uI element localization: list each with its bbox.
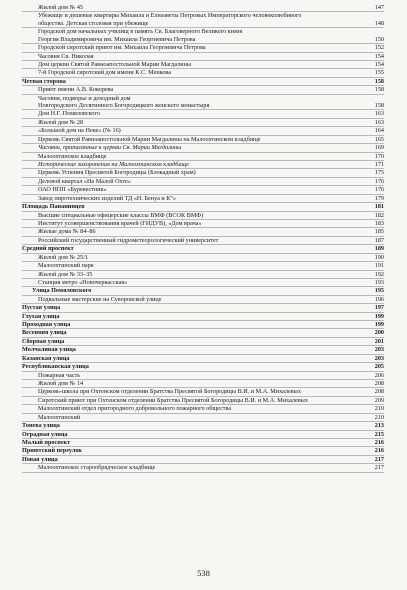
toc-entry-page: 210: [374, 405, 384, 413]
toc-entry-title: Убежище и дешевые квартиры Михаила и Елизаветы Петровых Императорского человеколюбивого: [38, 12, 302, 20]
toc-entry-title: Весенняя улица: [22, 329, 67, 337]
toc-entry-title: Сиротский приют при Охтенском отделении Братства Пресвятой Богородицы В.И. и М.А. Михалевых: [38, 396, 308, 404]
toc-entry-page: 203: [374, 346, 384, 354]
toc-entry-page: 203: [374, 354, 384, 362]
toc-entry-page: 189: [374, 245, 384, 253]
toc-entry-page: 152: [374, 44, 384, 52]
toc-entry-title: Малоохтинское кладбище: [38, 152, 107, 160]
toc-entry-title: Молчаливая улица: [22, 346, 76, 354]
toc-entry-title: Малоохтинский отдел пригородного добровольного пожарного общества: [38, 405, 232, 413]
table-of-contents: [22, 4, 384, 473]
toc-entry-title: Жилой дом № 45: [38, 4, 84, 11]
toc-entry: [22, 127, 384, 135]
toc-entry-page: 181: [374, 203, 384, 211]
toc-entry-page: 208: [374, 379, 384, 387]
toc-entry: [22, 338, 384, 346]
toc-entry-page: 190: [374, 253, 384, 261]
toc-entry: [22, 144, 384, 152]
toc-entry-title: Часовня, подворье и доходный дом: [38, 94, 131, 102]
toc-entry-title: Жилой дом № 33–35: [38, 270, 93, 278]
toc-entry-page: 148: [374, 19, 384, 27]
toc-entry-title: «Большой дом на Неве» (№ 16): [38, 127, 121, 135]
toc-entry-title: Институт усовершенствования врачей (ГИДУВ), «Дом врача»: [38, 219, 202, 227]
toc-entry-title: Станция метро «Новочеркасская»: [38, 278, 128, 286]
toc-entry-page: 199: [374, 321, 384, 329]
toc-entry: [22, 304, 384, 312]
toc-entry: [22, 447, 384, 455]
toc-entry: [22, 329, 384, 337]
toc-entry-title: Городской сиротский приют им. Михаила Георгиевича Петрова: [38, 44, 206, 52]
toc-entry: [22, 44, 384, 52]
toc-entry: [22, 220, 384, 228]
toc-entry-title: Часовни, приписанные к церкви Св. Марии Магдалины: [38, 144, 182, 152]
toc-entry: [22, 439, 384, 447]
toc-entry-title: Улица Помяловского: [32, 287, 92, 295]
toc-entry-page: 193: [374, 278, 384, 286]
toc-entry: [22, 464, 384, 472]
page-number: 538: [197, 568, 210, 578]
toc-entry: [22, 136, 384, 144]
toc-entry: [22, 228, 384, 236]
toc-entry-title: Малый проспект: [22, 438, 71, 446]
toc-entry: [22, 86, 384, 94]
toc-entry-page: 158: [374, 86, 384, 94]
toc-entry: [22, 321, 384, 329]
toc-entry-page: 158: [374, 77, 384, 85]
toc-entry-title: Жилые дома № 84–86: [38, 228, 96, 236]
toc-entry-page: 150: [374, 35, 384, 43]
toc-entry-title: Церковь Святой Равноапостольной Марии Магдалины на Малоохтинском кладбище: [38, 135, 261, 143]
toc-entry-page: 205: [374, 363, 384, 371]
toc-entry-title: Глухая улица: [22, 312, 60, 320]
toc-entry-page: 197: [374, 304, 384, 312]
toc-entry-title: Малоохтинское старообрядческое кладбище: [38, 464, 156, 472]
toc-entry: [22, 262, 384, 270]
toc-entry: [22, 153, 384, 161]
toc-entry-page: 199: [374, 312, 384, 320]
toc-entry: [22, 28, 384, 44]
toc-entry: [22, 245, 384, 253]
toc-entry-title-continuation: Георгия Владимировича им. Михаила Георгиевича Петрова: [38, 35, 196, 43]
toc-entry-title: Малоохтинский: [38, 413, 81, 421]
toc-entry-title: Жилой дом № 28: [38, 118, 84, 126]
toc-entry-page: 187: [374, 236, 384, 244]
toc-entry: [22, 279, 384, 287]
toc-entry: [22, 61, 384, 69]
toc-entry-page: 196: [374, 295, 384, 303]
toc-entry: [22, 203, 384, 211]
toc-entry-page: 210: [374, 413, 384, 421]
toc-entry-page: 217: [374, 464, 384, 472]
toc-entry-page: 170: [374, 152, 384, 160]
toc-entry-page: 179: [374, 194, 384, 202]
toc-entry: [22, 355, 384, 363]
toc-entry: [22, 212, 384, 220]
toc-entry-page: 195: [374, 287, 384, 295]
toc-entry-page: 158: [374, 102, 384, 110]
toc-entry-page: 215: [374, 430, 384, 438]
toc-entry-title: Пожарная часть: [38, 371, 81, 379]
toc-entry: [22, 119, 384, 127]
toc-entry: [22, 69, 384, 77]
toc-entry-page: 175: [374, 169, 384, 177]
toc-entry-page: 176: [374, 177, 384, 185]
toc-entry-title: Жилой дом № 25/1: [38, 253, 88, 261]
toc-entry: [22, 53, 384, 61]
toc-entry-title: Республиканская улица: [22, 363, 89, 371]
toc-entry-title-continuation: общества. Детская столовая при убежище: [38, 19, 149, 27]
toc-entry-page: 169: [374, 144, 384, 152]
toc-entry-page: 164: [374, 127, 384, 135]
toc-entry-page: 200: [374, 329, 384, 337]
toc-entry: [22, 254, 384, 262]
toc-entry: [22, 178, 384, 186]
toc-entry-page: 171: [374, 161, 384, 169]
toc-entry: [22, 405, 384, 413]
toc-entry-title: Часовня Св. Николая: [38, 52, 94, 60]
toc-entry-page: 209: [374, 396, 384, 404]
toc-entry: [22, 431, 384, 439]
toc-entry: [22, 380, 384, 388]
toc-entry-title: Деловой квартал «На Малой Охте»: [38, 177, 132, 185]
toc-entry-title: Церковь Успения Пресвятой Богородицы (Блокадный храм): [38, 169, 196, 177]
toc-entry: [22, 388, 384, 396]
toc-entry-title: Российский государственный гидрометеорологический университет: [38, 236, 219, 244]
toc-entry: [22, 161, 384, 169]
toc-entry-page: 213: [374, 422, 384, 430]
toc-entry-page: 191: [374, 262, 384, 270]
toc-entry-page: 216: [374, 447, 384, 455]
toc-entry-title: 7-й Городской сиротский дом имени К.С. Менкова: [38, 69, 172, 77]
toc-entry-title: Городской дом начальных училищ в память Св. Благоверного Великого князя: [38, 28, 243, 36]
toc-entry-title: Дом Н.Г. Помяловского: [38, 110, 100, 118]
toc-entry-title: Дом церкви Святой Равноапостольной Марии Магдалины: [38, 60, 192, 68]
toc-entry-page: 155: [374, 69, 384, 77]
toc-entry: [22, 414, 384, 422]
toc-entry: [22, 271, 384, 279]
toc-entry-page: 182: [374, 211, 384, 219]
toc-entry-page: 147: [374, 4, 384, 11]
toc-entry-title: Сборная улица: [22, 337, 65, 345]
toc-entry-title: Приютский переулок: [22, 447, 82, 455]
toc-entry-title: Четная сторона: [22, 77, 66, 85]
toc-entry-page: 154: [374, 52, 384, 60]
toc-entry-title: Малоохтинский парк: [38, 262, 94, 270]
toc-entry-title: Церковь-школа при Охтенском отделении Братства Пресвятой Богородицы В.И. и М.А. Михалевых: [38, 388, 301, 396]
toc-entry-title-continuation: Новгородского Десятинного Богородицкого женского монастыря: [38, 102, 210, 110]
toc-entry-page: 163: [374, 110, 384, 118]
toc-entry-page: 176: [374, 186, 384, 194]
toc-entry-title: Пустая улица: [22, 304, 61, 312]
toc-entry: [22, 110, 384, 118]
toc-entry: [22, 346, 384, 354]
toc-entry-title: Площадь Пананинцев: [22, 203, 85, 211]
toc-entry-title: Средний проспект: [22, 245, 74, 253]
toc-entry-page: 217: [374, 455, 384, 463]
toc-entry: [22, 95, 384, 111]
toc-entry-title: Оградная улица: [22, 430, 68, 438]
toc-entry-title: Казанская улица: [22, 354, 70, 362]
toc-entry-page: 183: [374, 219, 384, 227]
toc-entry: [22, 296, 384, 304]
toc-entry-title: Высшие специальные офицерские классы ВМФ (ВСОК ВМФ): [38, 211, 204, 219]
toc-entry-title: ОАО НПП «Буревестник»: [38, 186, 107, 194]
toc-entry: [22, 363, 384, 371]
toc-entry-page: 154: [374, 60, 384, 68]
toc-entry: [22, 397, 384, 405]
toc-entry-title: Тонева улица: [22, 422, 60, 430]
toc-entry-page: 192: [374, 270, 384, 278]
toc-entry-page: 165: [374, 135, 384, 143]
toc-entry: [22, 313, 384, 321]
toc-entry: [22, 372, 384, 380]
toc-entry: [22, 456, 384, 464]
toc-entry: [22, 78, 384, 86]
toc-entry-title: Проходная улица: [22, 321, 71, 329]
toc-entry-page: 201: [374, 337, 384, 345]
toc-entry-page: 185: [374, 228, 384, 236]
toc-entry-title: Приют имени А.В. Кокорева: [38, 86, 114, 94]
toc-entry: [22, 12, 384, 28]
toc-entry: [22, 422, 384, 430]
toc-entry: [22, 4, 384, 12]
toc-entry-title: Жилой дом № 14: [38, 379, 84, 387]
toc-entry-title: Подвальные мастерские на Суворовской улице: [38, 295, 162, 303]
toc-entry-page: 216: [374, 438, 384, 446]
toc-entry-page: 163: [374, 118, 384, 126]
toc-entry-page: 206: [374, 371, 384, 379]
toc-entry-title: Исторические захоронения на Малоохтинском кладбище: [38, 161, 190, 169]
toc-entry-title: Новая улица: [22, 455, 58, 463]
toc-entry: [22, 169, 384, 177]
toc-entry: [22, 237, 384, 245]
toc-entry: [22, 287, 384, 295]
toc-entry: [22, 195, 384, 203]
toc-entry-page: 208: [374, 388, 384, 396]
toc-entry-title: Завод пиротехнических изделий ТД «Н. Бенуа и К°»: [38, 194, 176, 202]
toc-entry: [22, 186, 384, 194]
